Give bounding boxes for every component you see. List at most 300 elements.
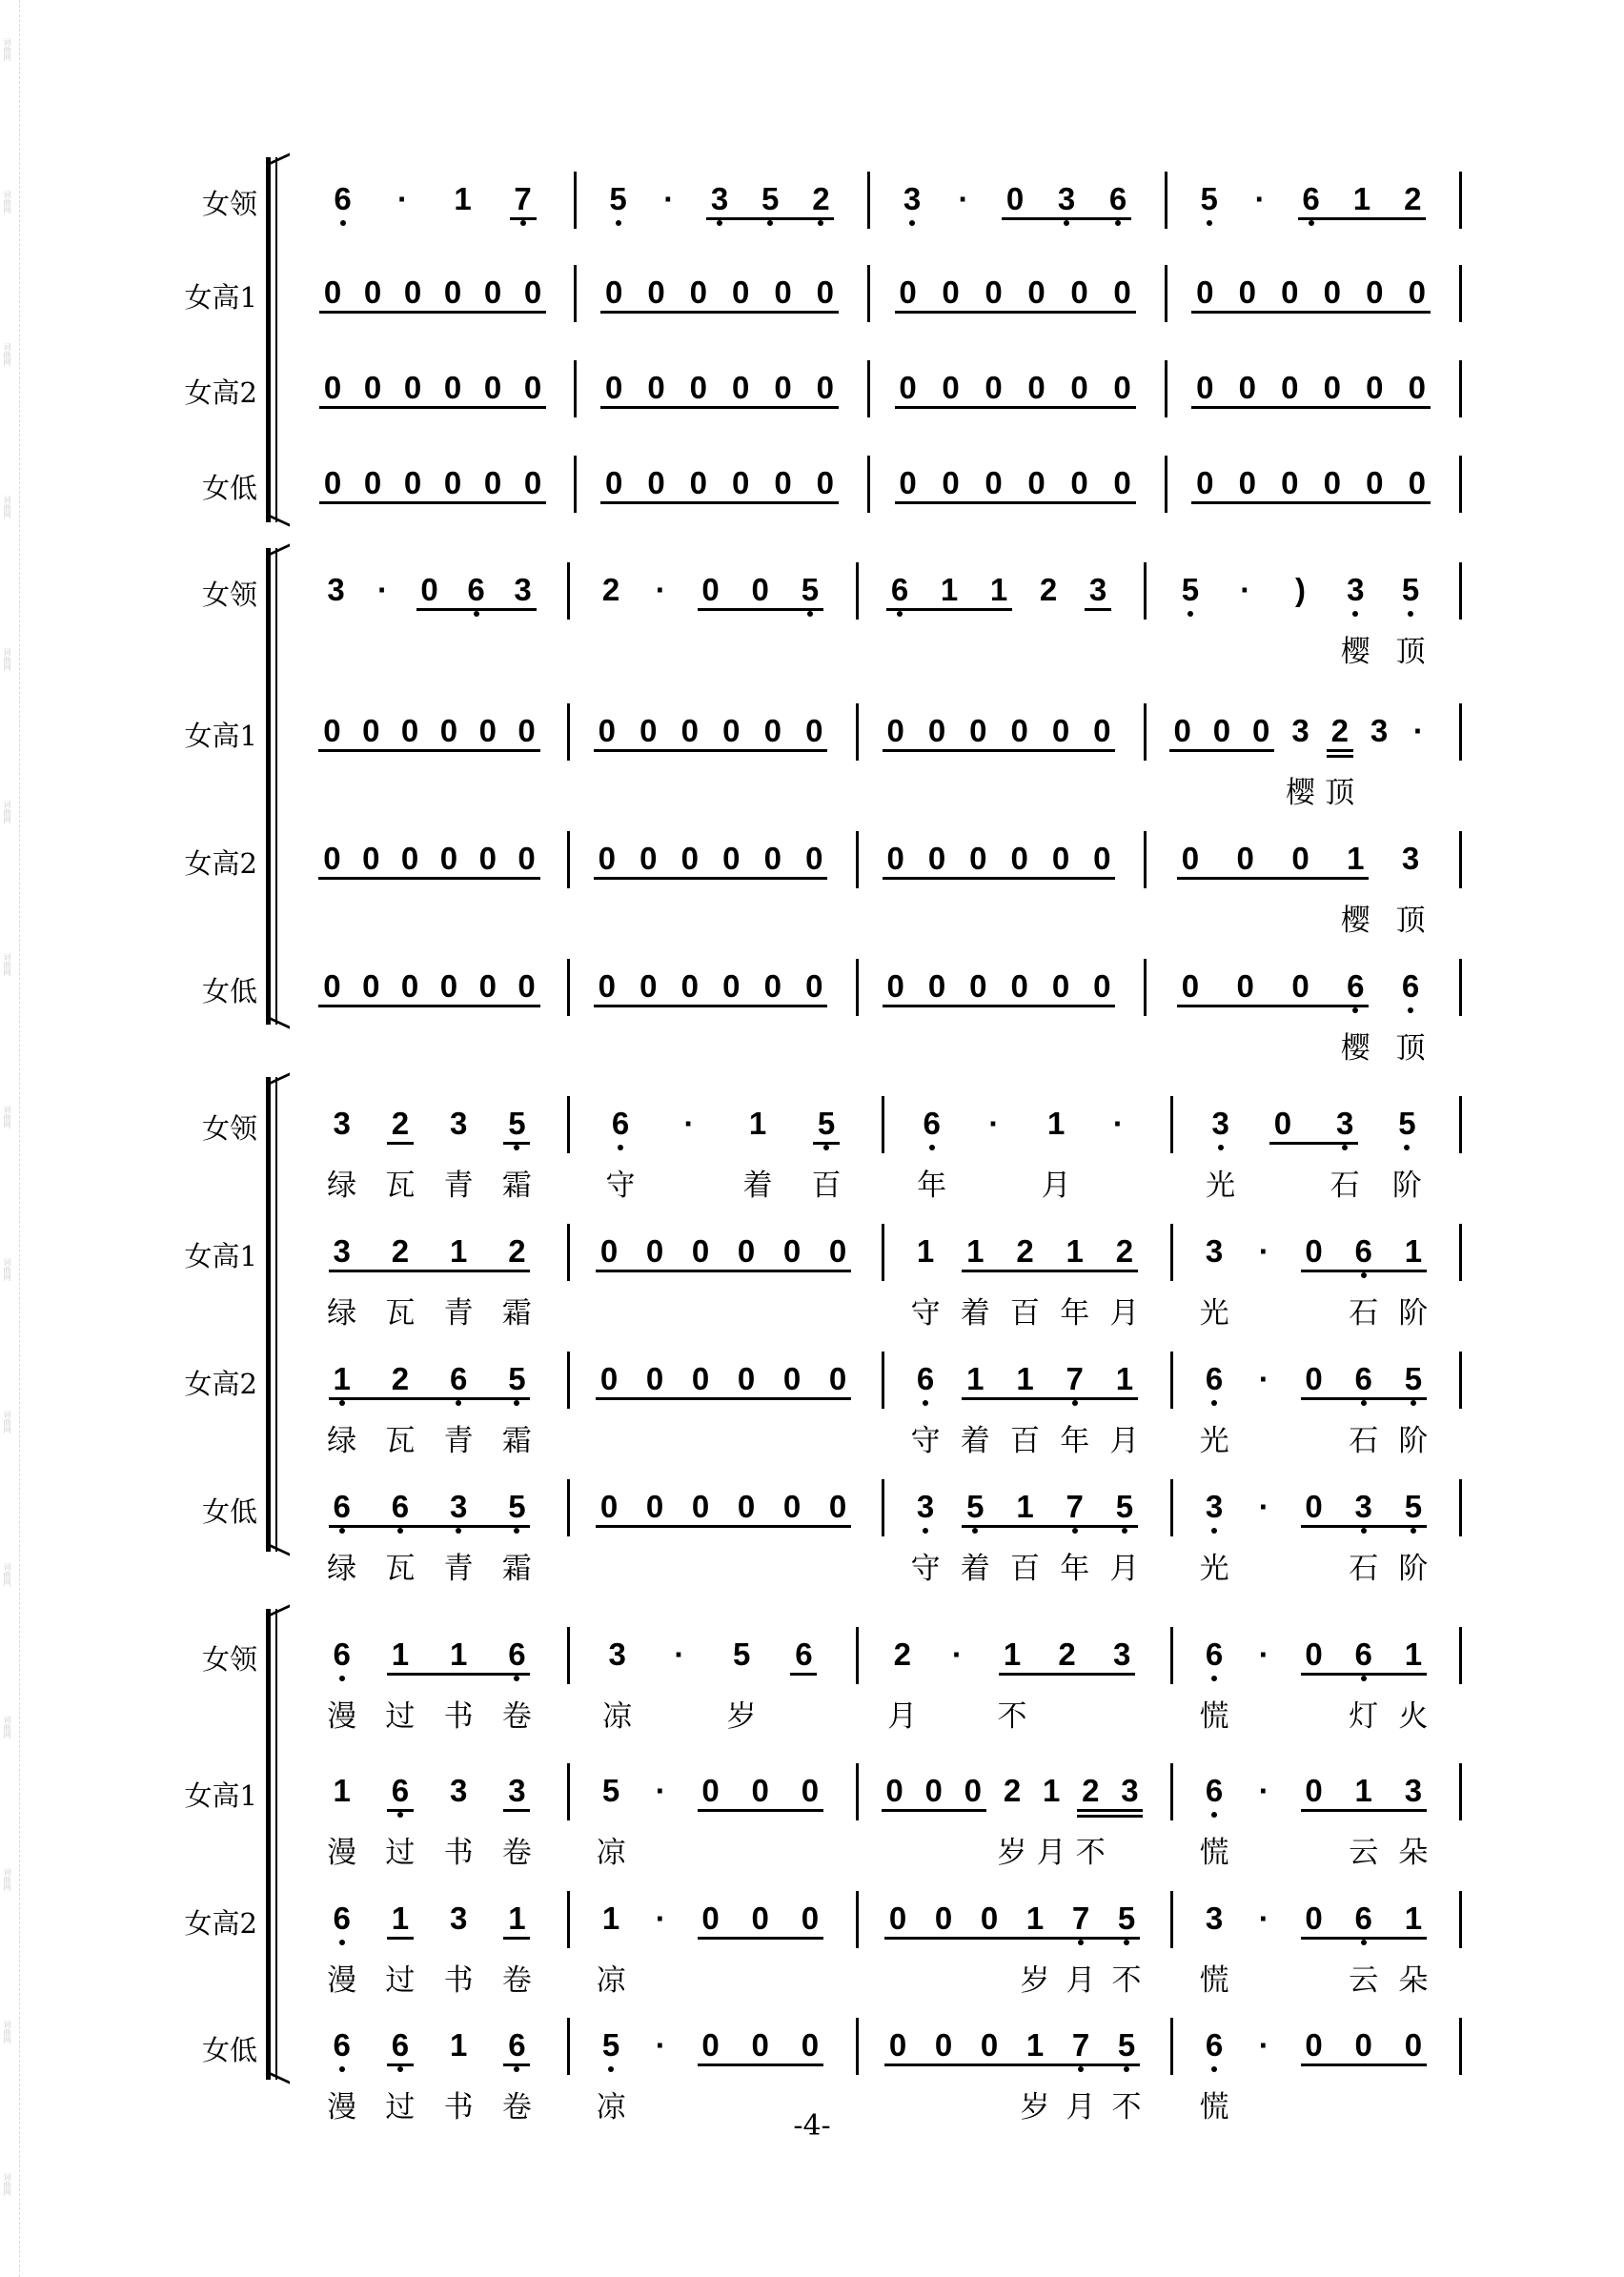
edge-watermark-text: 词曲网 xyxy=(3,343,11,366)
octave-dot-low xyxy=(339,1528,345,1534)
note: 3 xyxy=(1208,1106,1234,1142)
beam-underline-double xyxy=(1327,755,1353,758)
note: 0 xyxy=(1196,370,1214,405)
duration-dot: · xyxy=(988,1106,1000,1141)
lyric-char: 瓦 xyxy=(385,1552,416,1586)
note: 0 xyxy=(1305,1489,1323,1524)
lyric-char: 霜 xyxy=(501,1552,532,1586)
note: 0 xyxy=(420,572,438,607)
part-label: 女低 xyxy=(201,1495,257,1528)
note: 0 xyxy=(1181,841,1200,876)
note: 0 xyxy=(1005,181,1025,216)
lyric-char: 石 xyxy=(1349,1424,1379,1458)
barline xyxy=(567,1352,570,1409)
beam-underline xyxy=(884,1937,1140,1940)
note: 2 xyxy=(1058,1637,1076,1672)
duration-dot: · xyxy=(1258,1901,1269,1936)
note: 0 xyxy=(323,274,342,310)
note: 1 xyxy=(989,572,1008,607)
beam-underline xyxy=(698,1809,823,1812)
lyric-char: 漫 xyxy=(327,1699,357,1734)
octave-dot-low xyxy=(1361,1528,1367,1534)
note: 1 xyxy=(1066,1233,1084,1269)
note: 7 xyxy=(1067,1901,1094,1937)
duration-dot: · xyxy=(1258,1361,1269,1396)
duration-dot: · xyxy=(1112,1106,1124,1141)
octave-dot-low xyxy=(1124,1940,1129,1945)
note: 0 xyxy=(737,1361,756,1396)
part-label: 女高2 xyxy=(184,1368,257,1400)
note: 0 xyxy=(1305,2027,1323,2063)
note: 5 xyxy=(1397,572,1424,608)
barline xyxy=(567,831,570,888)
note: 0 xyxy=(523,274,542,310)
note: 0 xyxy=(1408,370,1426,405)
octave-dot-low xyxy=(1361,1676,1367,1681)
beam-underline xyxy=(318,877,539,880)
note: 0 xyxy=(680,841,699,876)
lyric-char: 石 xyxy=(1349,1552,1379,1586)
note: 0 xyxy=(888,1901,907,1936)
beam-underline xyxy=(503,1937,530,1940)
lyric-char: 卷 xyxy=(501,2090,532,2125)
note: 1 xyxy=(329,1361,355,1397)
lyric-char: 卷 xyxy=(501,1699,532,1734)
note: 0 xyxy=(969,968,987,1004)
note: 3 xyxy=(1291,713,1309,748)
note: 3 xyxy=(514,572,532,607)
note: 2 xyxy=(1404,181,1422,216)
note: 0 xyxy=(828,1361,847,1396)
lyric-char: 漫 xyxy=(327,1836,357,1870)
duration-dot: · xyxy=(655,1773,666,1808)
note: 1 xyxy=(1003,1637,1022,1672)
note: 0 xyxy=(816,465,834,500)
note: 0 xyxy=(645,1489,664,1524)
octave-dot-low xyxy=(618,1145,623,1150)
note: 0 xyxy=(691,1361,710,1396)
octave-dot-low xyxy=(514,2066,519,2072)
note: 0 xyxy=(1051,713,1070,748)
note: 0 xyxy=(323,370,342,405)
note: 0 xyxy=(1305,1361,1323,1396)
note: 0 xyxy=(985,274,1003,310)
note: 2 xyxy=(391,1233,410,1269)
bracket-hook xyxy=(271,1017,290,1028)
edge-watermark-text: 词曲网 xyxy=(3,801,11,823)
lyric-char: 年 xyxy=(1060,1424,1090,1458)
beam-underline xyxy=(1301,1937,1427,1940)
note: 0 xyxy=(691,1489,710,1524)
note: 0 xyxy=(363,370,382,405)
barline xyxy=(1144,562,1147,620)
lyric-char: 不 xyxy=(1075,1836,1106,1870)
part-label: 女领 xyxy=(201,1643,257,1676)
lyric-char: 瓦 xyxy=(385,1169,416,1203)
octave-dot-low xyxy=(520,220,526,226)
note: 6 xyxy=(330,181,356,217)
bracket-hook xyxy=(271,1544,290,1555)
barline xyxy=(1144,831,1147,888)
note: 0 xyxy=(751,572,769,607)
note: 0 xyxy=(598,968,616,1004)
note: 5 xyxy=(1113,1901,1140,1937)
note: 0 xyxy=(927,968,946,1004)
part-label: 女低 xyxy=(201,975,257,1007)
lyric-char: 书 xyxy=(443,1836,474,1870)
lyric-char: 凉 xyxy=(596,2090,626,2125)
note: 0 xyxy=(443,370,462,405)
beam-underline xyxy=(962,1397,1138,1400)
note: 3 xyxy=(333,1106,351,1141)
lyric-char: 岁 xyxy=(1020,1963,1050,1998)
lyric-char: 过 xyxy=(385,1963,416,1998)
note: 0 xyxy=(731,370,750,405)
note: 3 xyxy=(449,1773,468,1808)
note: 0 xyxy=(439,968,458,1004)
barline xyxy=(882,1479,884,1536)
lyric-char: 云 xyxy=(1349,1963,1379,1998)
note: 1 xyxy=(916,1233,935,1269)
lyric-char: 守 xyxy=(605,1169,636,1203)
bracket-hook xyxy=(271,543,290,555)
lyric-char: 年 xyxy=(917,1169,947,1203)
note: 0 xyxy=(478,968,497,1004)
note: 0 xyxy=(518,841,536,876)
note: 0 xyxy=(1323,370,1341,405)
lyric-char: 火 xyxy=(1398,1699,1429,1734)
note: 3 xyxy=(1350,1489,1377,1525)
note: 0 xyxy=(934,2027,953,2063)
beam-underline xyxy=(594,1005,828,1007)
note: 2 xyxy=(1082,1773,1100,1808)
octave-dot-low xyxy=(1211,1812,1217,1818)
octave-dot-low xyxy=(514,1528,519,1534)
duration-dot: · xyxy=(1254,181,1266,216)
barline xyxy=(1165,265,1167,322)
note: 0 xyxy=(1236,841,1254,876)
barline xyxy=(1170,1627,1173,1684)
barline xyxy=(856,703,859,761)
note: 0 xyxy=(647,274,665,310)
barline xyxy=(882,1352,884,1409)
note: 0 xyxy=(483,370,502,405)
barline xyxy=(867,456,870,513)
octave-dot-low xyxy=(456,1528,461,1534)
barline xyxy=(1170,1352,1173,1409)
system-bracket-thin xyxy=(275,548,277,1025)
lyric-char: 绿 xyxy=(327,1169,357,1203)
note: 7 xyxy=(1067,2027,1094,2064)
octave-dot-low xyxy=(929,1145,935,1150)
note: 0 xyxy=(1238,465,1256,500)
barline xyxy=(1165,172,1167,229)
note: 6 xyxy=(886,572,913,608)
lyric-char: 月 xyxy=(1109,1296,1140,1331)
note: 6 xyxy=(445,1361,472,1397)
note: 0 xyxy=(934,1901,953,1936)
note: 6 xyxy=(329,1489,355,1525)
lyric-char: 守 xyxy=(910,1424,941,1458)
note: 0 xyxy=(639,968,658,1004)
barline xyxy=(567,1627,570,1684)
system-bracket xyxy=(266,1077,271,1552)
note: 0 xyxy=(645,1233,664,1269)
note: 0 xyxy=(980,1901,999,1936)
octave-dot-low xyxy=(616,220,621,226)
note: 0 xyxy=(774,465,792,500)
barline xyxy=(1459,562,1462,620)
beam-underline xyxy=(1177,1005,1369,1007)
barline xyxy=(1165,360,1167,417)
note: 0 xyxy=(801,1901,820,1936)
note: 3 xyxy=(912,1489,939,1525)
note: 0 xyxy=(604,274,623,310)
lyric-char: 樱 xyxy=(1340,635,1370,669)
note: 6 xyxy=(329,1637,355,1673)
barline xyxy=(1144,703,1147,761)
note: 2 xyxy=(1003,1773,1022,1808)
note: 3 xyxy=(1342,572,1369,608)
lyric-char: 不 xyxy=(1111,2090,1142,2125)
beam-underline xyxy=(884,2064,1140,2066)
note: 0 xyxy=(805,841,823,876)
barline xyxy=(1459,172,1462,229)
part-label: 女低 xyxy=(201,2034,257,2066)
lyric-char: 阶 xyxy=(1398,1552,1429,1586)
note: 0 xyxy=(751,1901,769,1936)
part-label: 女高2 xyxy=(184,376,257,409)
octave-dot-low xyxy=(1211,1528,1217,1534)
note: 0 xyxy=(763,713,782,748)
edge-watermark-text: 词曲网 xyxy=(3,2173,11,2196)
lyric-char: 凉 xyxy=(596,1963,626,1998)
part-label: 女领 xyxy=(201,1112,257,1145)
lyric-char: 青 xyxy=(443,1424,474,1458)
note: 0 xyxy=(774,370,792,405)
lyric-char: 卷 xyxy=(501,1963,532,1998)
note: 0 xyxy=(1010,841,1028,876)
barline xyxy=(1144,959,1147,1016)
note: 0 xyxy=(1093,841,1111,876)
note: 5 xyxy=(503,1361,530,1397)
lyric-char: 霜 xyxy=(501,1169,532,1203)
lyric-char: 过 xyxy=(385,2090,416,2125)
note: 0 xyxy=(969,841,987,876)
note: 1 xyxy=(508,1901,526,1936)
beam-underline xyxy=(962,1525,1138,1528)
beam-underline-double xyxy=(1077,1815,1143,1818)
octave-dot-low xyxy=(1309,220,1314,226)
beam-underline xyxy=(895,406,1136,409)
lyric-char: 凉 xyxy=(596,1836,626,1870)
system-bracket xyxy=(266,157,271,522)
barline xyxy=(1459,456,1462,513)
note: 3 xyxy=(1401,841,1420,876)
lyric-char: 光 xyxy=(1199,1424,1229,1458)
lyric-char: 守 xyxy=(910,1552,941,1586)
note: 1 xyxy=(449,1233,468,1269)
lyric-char: 过 xyxy=(385,1836,416,1870)
note: 0 xyxy=(801,1773,820,1808)
octave-dot-low xyxy=(397,1812,403,1818)
octave-dot-low xyxy=(514,1676,519,1681)
octave-dot-low xyxy=(823,1145,829,1150)
note: 3 xyxy=(1113,1637,1131,1672)
note: 3 xyxy=(327,572,345,607)
lyric-char: 阶 xyxy=(1398,1296,1429,1331)
note: 0 xyxy=(722,841,741,876)
lyric-char: 云 xyxy=(1349,1836,1379,1870)
note: 0 xyxy=(1408,274,1426,310)
note: 6 xyxy=(463,572,490,608)
note: 0 xyxy=(1323,465,1341,500)
note: 0 xyxy=(1281,370,1299,405)
note: 3 xyxy=(1205,1901,1224,1936)
beam-underline xyxy=(1298,217,1427,220)
note: 2 xyxy=(1039,572,1058,607)
note: 6 xyxy=(919,1106,945,1142)
note: 6 xyxy=(1342,968,1369,1005)
note: 0 xyxy=(647,370,665,405)
note: 0 xyxy=(1404,2027,1423,2063)
note: 1 xyxy=(940,572,959,607)
octave-dot-low xyxy=(340,220,346,226)
octave-dot-low xyxy=(1124,2066,1129,2072)
lyric-char: 百 xyxy=(811,1169,842,1203)
note: 0 xyxy=(927,841,946,876)
barline xyxy=(856,1627,859,1684)
beam-underline xyxy=(319,501,546,504)
lyric-char: 绿 xyxy=(327,1552,357,1586)
note: 0 xyxy=(604,465,623,500)
lyric-char: 书 xyxy=(443,2090,474,2125)
barline xyxy=(856,959,859,1016)
octave-dot-low xyxy=(807,611,813,617)
octave-dot-low xyxy=(717,220,722,226)
note: 1 xyxy=(601,1901,620,1936)
part-label: 女高1 xyxy=(184,1240,257,1272)
note: 0 xyxy=(737,1489,756,1524)
note: 0 xyxy=(1010,968,1028,1004)
note: 0 xyxy=(400,841,419,876)
note: 1 xyxy=(966,1233,985,1269)
barline xyxy=(882,1224,884,1281)
barline xyxy=(867,265,870,322)
beam-underline xyxy=(319,311,546,314)
note: 0 xyxy=(888,2027,907,2063)
note: 2 xyxy=(1016,1233,1034,1269)
note: 0 xyxy=(1027,465,1045,500)
beam-underline xyxy=(883,1005,1116,1007)
beam-underline xyxy=(387,1937,414,1940)
octave-dot-low xyxy=(397,1528,403,1534)
note: 1 xyxy=(449,1637,468,1672)
duration-dot: · xyxy=(1412,713,1424,748)
note: 5 xyxy=(732,1637,751,1672)
beam-underline xyxy=(318,749,539,752)
note: 1 xyxy=(449,2027,468,2063)
note: 3 xyxy=(1370,713,1389,748)
lyric-char: 年 xyxy=(1060,1296,1090,1331)
barline xyxy=(567,703,570,761)
lyric-char: 着 xyxy=(742,1169,773,1203)
edge-watermark-text: 词曲网 xyxy=(3,1563,11,1586)
barline xyxy=(1459,1891,1462,1948)
beam-underline xyxy=(1085,608,1111,611)
note: 0 xyxy=(483,465,502,500)
octave-dot-low xyxy=(1361,1400,1367,1406)
note: 0 xyxy=(599,1361,619,1396)
barline xyxy=(574,265,577,322)
note: 0 xyxy=(886,841,904,876)
note: 0 xyxy=(1273,1106,1292,1141)
note: 0 xyxy=(1408,465,1426,500)
barline xyxy=(1459,703,1462,761)
note: 1 xyxy=(1025,2027,1045,2063)
barline xyxy=(574,172,577,229)
note: 0 xyxy=(362,841,380,876)
note: 0 xyxy=(1027,274,1045,310)
note: 2 xyxy=(807,181,834,217)
note: 0 xyxy=(751,1773,769,1808)
part-label: 女高1 xyxy=(184,1779,257,1812)
note: 0 xyxy=(1010,713,1028,748)
duration-dot: · xyxy=(1258,1773,1269,1808)
barline xyxy=(856,831,859,888)
barline xyxy=(1170,1763,1173,1820)
note: 6 xyxy=(503,1637,530,1673)
system-bracket xyxy=(266,548,271,1025)
beam-underline xyxy=(882,1809,986,1812)
lyric-char: 月 xyxy=(1066,2090,1096,2125)
lyric-char: 石 xyxy=(1349,1296,1379,1331)
octave-dot-low xyxy=(1408,611,1413,617)
note: 1 xyxy=(1016,1489,1034,1524)
beam-underline xyxy=(387,2064,414,2066)
beam-underline xyxy=(319,406,546,409)
octave-dot-low xyxy=(456,1400,461,1406)
lyric-char: 顶 xyxy=(1395,635,1426,669)
note: 0 xyxy=(1305,1773,1323,1808)
barline xyxy=(1459,1763,1462,1820)
duration-dot: · xyxy=(958,181,969,216)
octave-dot-low xyxy=(608,2066,614,2072)
part-label: 女低 xyxy=(201,472,257,504)
beam-underline xyxy=(387,1142,414,1145)
octave-dot-low xyxy=(1361,1272,1367,1278)
note: 0 xyxy=(1051,841,1070,876)
lyric-char: 顶 xyxy=(1395,1031,1426,1066)
note: 6 xyxy=(387,1773,414,1809)
lyric-char: 着 xyxy=(960,1296,990,1331)
note: 6 xyxy=(1105,181,1131,217)
beam-underline xyxy=(1301,1525,1427,1528)
note: 0 xyxy=(899,370,917,405)
note: 6 xyxy=(1201,1361,1228,1397)
note: 3 xyxy=(1201,1489,1228,1525)
octave-dot-low xyxy=(897,611,903,617)
note: 0 xyxy=(701,1773,720,1808)
barline xyxy=(1170,1891,1173,1948)
beam-underline xyxy=(1301,1270,1427,1272)
edge-watermark-text: 词曲网 xyxy=(3,1868,11,1891)
lyric-char: 樱 xyxy=(1286,776,1315,810)
beam-underline xyxy=(962,1270,1138,1272)
lyric-char: 着 xyxy=(960,1424,990,1458)
note: 0 xyxy=(518,968,536,1004)
lyric-char: 灯 xyxy=(1349,1699,1379,1734)
